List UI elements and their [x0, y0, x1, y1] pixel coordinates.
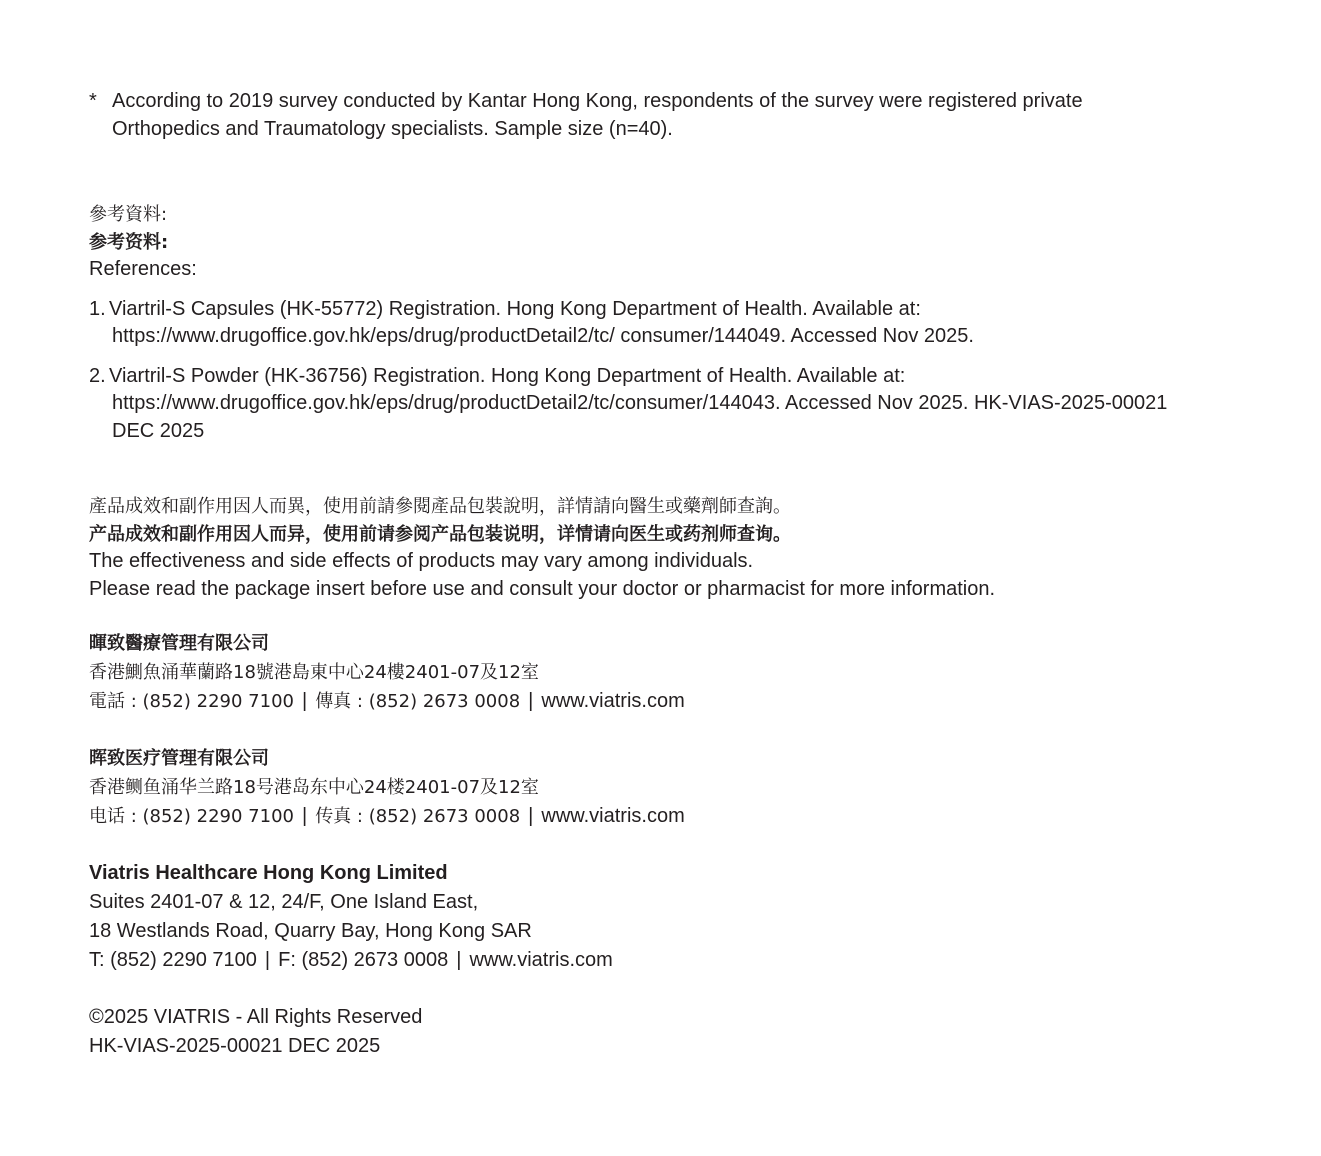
copyright-line: ©2025 VIATRIS - All Rights Reserved: [89, 1006, 423, 1028]
fax-tc: 傳真 : (852) 2673 0008: [315, 691, 521, 712]
reference-item-1: [89, 296, 1289, 351]
reference-link[interactable]: https://www.drugoffice.gov.hk/eps/drug/productDetail2/tc/ consumer/144049. Accessed Nov 2025.: [112, 325, 974, 347]
separator: |: [301, 690, 308, 712]
company-block-tc: [89, 629, 1289, 716]
reference-text-line: Viartril-S Powder (HK-36756) Registration. Hong Kong Department of Health. Available at:: [109, 364, 906, 387]
document-page: [89, 88, 1289, 1061]
company-address-en-2: 18 Westlands Road, Quarry Bay, Hong Kong SAR: [89, 920, 532, 942]
footnote-line-2: Orthopedics and Traumatology specialists. Sample size (n=40).: [112, 117, 673, 140]
reference-item-2: [89, 363, 1289, 446]
phone-sc: 电话 : (852) 2290 7100: [89, 806, 294, 827]
company-contact-tc: [89, 687, 1289, 716]
separator: |: [528, 805, 534, 827]
reference-link[interactable]: https://www.drugoffice.gov.hk/eps/drug/productDetail2/tc/consumer/144043. Accessed Nov 2025. HK-VIAS-2025-00021: [112, 392, 1168, 414]
company-contact-sc: [89, 802, 1289, 831]
disclaimer-en-2: Please read the package insert before use and consult your doctor or pharmacist for more information.: [89, 577, 996, 600]
phone-tc: 電話 : (852) 2290 7100: [89, 691, 294, 712]
references-heading-en: References:: [89, 258, 197, 280]
website-link[interactable]: www.viatris.com: [541, 690, 685, 712]
reference-number: 1.: [89, 297, 106, 320]
company-block-en: [89, 859, 1289, 975]
separator: |: [456, 949, 462, 971]
website-link[interactable]: www.viatris.com: [469, 949, 613, 971]
references-section: [89, 201, 1289, 445]
disclaimer-sc: 产品成效和副作用因人而异，使用前请参阅产品包装说明，详情请向医生或药剂师查询。: [89, 523, 791, 545]
company-name-sc: 晖致医疗管理有限公司: [89, 748, 269, 769]
fax-en: F: (852) 2673 0008: [278, 949, 449, 971]
disclaimer-tc: 產品成效和副作用因人而異，使用前請參閱產品包裝說明，詳情請向醫生或藥劑師查詢。: [89, 496, 791, 517]
copyright-block: [89, 1003, 1289, 1061]
reference-text-line: Viartril-S Capsules (HK-55772) Registration. Hong Kong Department of Health. Available at:: [109, 297, 921, 320]
website-link[interactable]: www.viatris.com: [541, 805, 685, 827]
survey-footnote: [89, 88, 1289, 143]
disclaimer-en-1: The effectiveness and side effects of products may vary among individuals.: [89, 550, 754, 572]
reference-number: 2.: [89, 364, 106, 387]
references-heading-tc: 參考資料:: [89, 204, 168, 225]
company-address-sc: 香港鲗鱼涌华兰路18号港岛东中心24楼2401-07及12室: [89, 777, 539, 798]
footnote-marker: *: [89, 90, 97, 112]
disclaimer-section: [89, 493, 1289, 603]
company-block-sc: [89, 744, 1289, 831]
company-address-tc: 香港鰂魚涌華蘭路18號港島東中心24樓2401-07及12室: [89, 662, 539, 683]
footnote-line-1: According to 2019 survey conducted by Kantar Hong Kong, respondents of the survey were registered private: [112, 90, 1083, 112]
separator: |: [301, 805, 308, 827]
company-contact-en: [89, 946, 1289, 975]
company-name-tc: 暉致醫療管理有限公司: [89, 633, 269, 654]
phone-en: T: (852) 2290 7100: [89, 949, 257, 971]
reference-text-line: DEC 2025: [112, 419, 205, 442]
fax-sc: 传真 : (852) 2673 0008: [315, 806, 521, 827]
company-address-en-1: Suites 2401-07 & 12, 24/F, One Island East,: [89, 891, 479, 913]
company-name-en: Viatris Healthcare Hong Kong Limited: [89, 862, 448, 884]
references-heading-sc: 参考资料:: [89, 231, 169, 253]
separator: |: [264, 949, 271, 971]
document-code: HK-VIAS-2025-00021 DEC 2025: [89, 1035, 381, 1057]
separator: |: [528, 690, 534, 712]
